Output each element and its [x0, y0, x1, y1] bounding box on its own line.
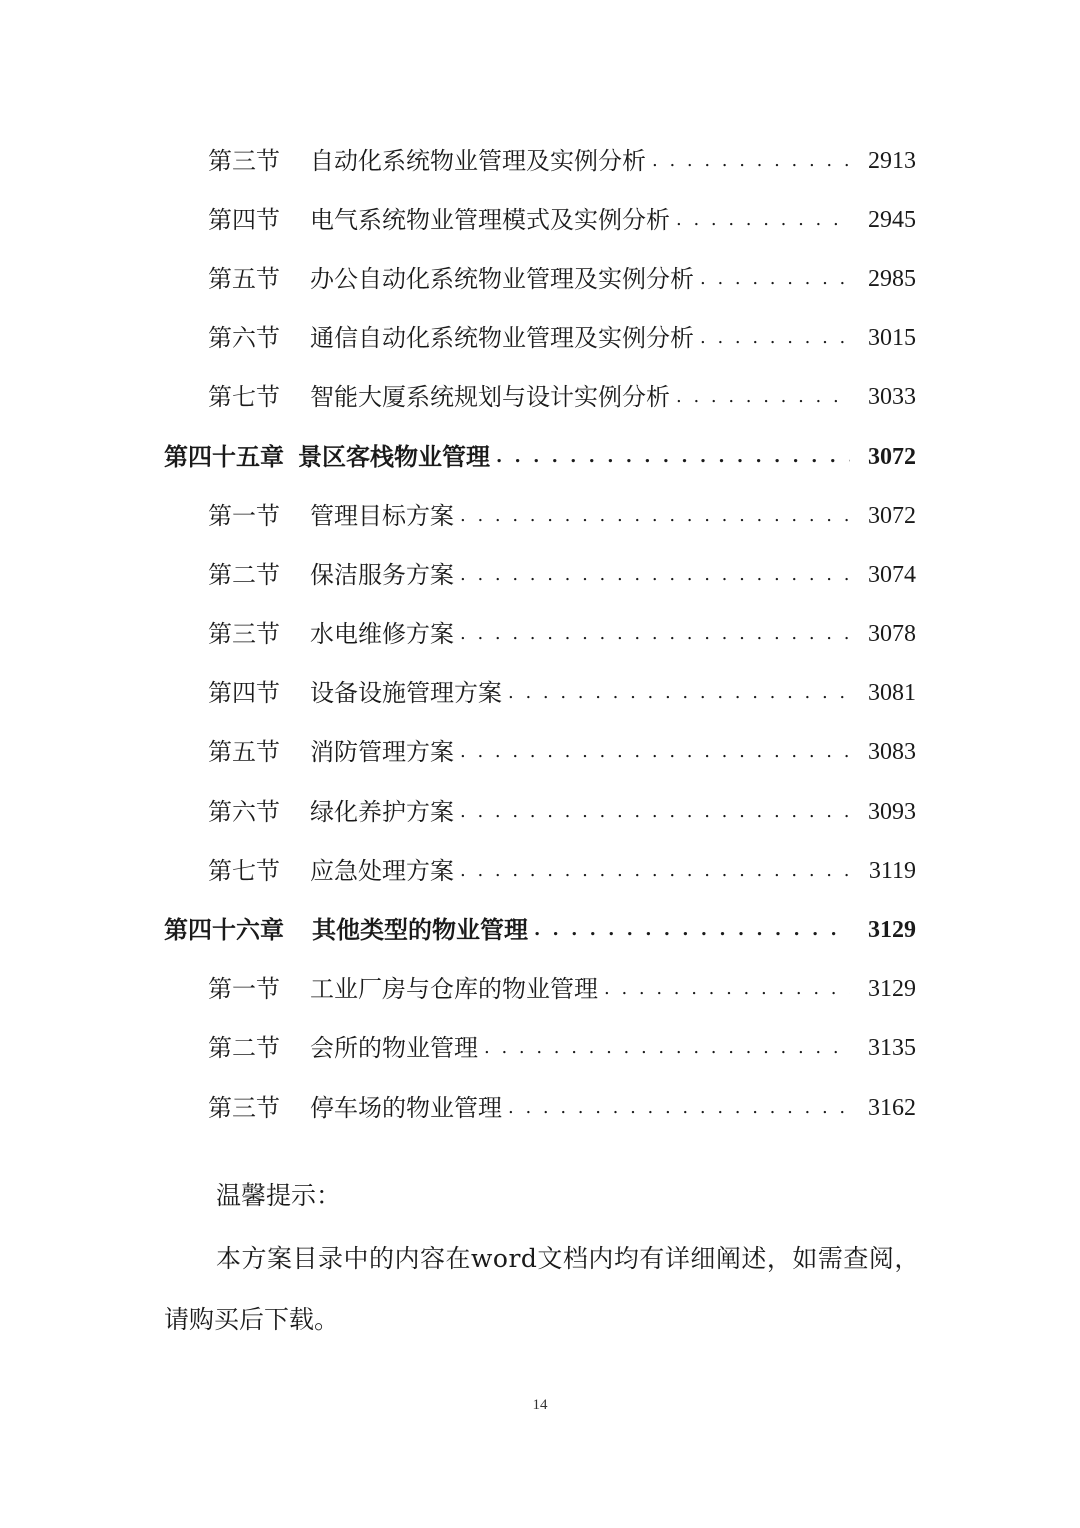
toc-entry-number: 第四节: [208, 679, 280, 708]
toc-section-entry: [0, 664, 1080, 723]
toc-entry-number: 第三节: [208, 146, 280, 175]
toc-section-entry: [0, 1078, 1080, 1137]
toc-entry-title: 应急处理方案: [310, 856, 454, 885]
toc-dot-leader: [534, 918, 850, 942]
toc-entry-title: 管理目标方案: [310, 501, 454, 530]
toc-dot-leader: [604, 977, 850, 1001]
toc-entry-number: 第一节: [208, 501, 280, 530]
toc-entry-page: 3081: [868, 680, 916, 707]
toc-section-entry: [0, 1019, 1080, 1078]
toc-section-entry: [0, 605, 1080, 664]
toc-entry-page: 3129: [868, 976, 916, 1003]
toc-dot-leader: [700, 326, 850, 350]
toc-entry-title: 会所的物业管理: [310, 1034, 478, 1063]
tip-text-line-2: 请购买后下载。: [164, 1305, 340, 1334]
toc-entry-page: 3162: [868, 1094, 916, 1121]
toc-section-entry: [0, 190, 1080, 249]
toc-dot-leader: [676, 208, 850, 232]
toc-dot-leader: [508, 681, 850, 705]
toc-entry-page: 2985: [868, 265, 916, 292]
toc-entry-page: 2913: [868, 147, 916, 174]
toc-entry-number: 第三节: [208, 620, 280, 649]
toc-entry-page: 3078: [868, 621, 916, 648]
toc-entry-number: 第六节: [208, 797, 280, 826]
toc-entry-number: 第四节: [208, 205, 280, 234]
toc-chapter-entry: [0, 427, 1080, 486]
toc-entry-title: 通信自动化系统物业管理及实例分析: [310, 324, 694, 353]
toc-entry-number: 第二节: [208, 560, 280, 589]
toc-dot-leader: [652, 149, 850, 173]
toc-section-entry: [0, 486, 1080, 545]
toc-entry-title: 其他类型的物业管理: [312, 915, 528, 945]
toc-entry-page: 3129: [868, 917, 916, 944]
toc-entry-title: 自动化系统物业管理及实例分析: [310, 146, 646, 175]
toc-section-entry: [0, 841, 1080, 900]
toc-entry-page: 3135: [868, 1035, 916, 1062]
table-of-contents: [0, 131, 1080, 1137]
toc-entry-title: 绿化养护方案: [310, 797, 454, 826]
toc-section-entry: [0, 545, 1080, 604]
toc-entry-page: 3083: [868, 739, 916, 766]
toc-section-entry: [0, 249, 1080, 308]
toc-dot-leader: [460, 622, 850, 646]
toc-entry-title: 办公自动化系统物业管理及实例分析: [310, 264, 694, 293]
toc-entry-title: 保洁服务方案: [310, 560, 454, 589]
toc-entry-page: 3033: [868, 384, 916, 411]
toc-entry-title: 设备设施管理方案: [310, 679, 502, 708]
toc-entry-title: 消防管理方案: [310, 738, 454, 767]
toc-chapter-entry: [0, 900, 1080, 959]
toc-dot-leader: [460, 859, 850, 883]
toc-entry-page: 3072: [868, 443, 916, 470]
toc-dot-leader: [460, 504, 850, 528]
page-number: 14: [532, 1397, 548, 1413]
toc-entry-title: 景区客栈物业管理: [298, 441, 490, 471]
toc-entry-page: 3015: [868, 325, 916, 352]
toc-entry-number: 第二节: [208, 1034, 280, 1063]
toc-entry-number: 第一节: [208, 975, 280, 1004]
toc-section-entry: [0, 131, 1080, 190]
toc-entry-page: 3072: [868, 502, 916, 529]
toc-entry-number: 第七节: [208, 856, 280, 885]
toc-entry-title: 水电维修方案: [310, 620, 454, 649]
toc-entry-page: 2945: [868, 206, 916, 233]
toc-entry-title: 电气系统物业管理模式及实例分析: [310, 205, 670, 234]
toc-section-entry: [0, 782, 1080, 841]
toc-dot-leader: [460, 563, 850, 587]
toc-dot-leader: [460, 740, 850, 764]
toc-entry-number: 第三节: [208, 1093, 280, 1122]
toc-entry-number: 第四十五章: [164, 441, 284, 471]
toc-section-entry: [0, 309, 1080, 368]
toc-entry-page: 3119: [868, 857, 916, 884]
toc-entry-title: 智能大厦系统规划与设计实例分析: [310, 383, 670, 412]
toc-dot-leader: [700, 267, 850, 291]
toc-dot-leader: [460, 800, 850, 824]
toc-section-entry: [0, 960, 1080, 1019]
toc-entry-title: 工业厂房与仓库的物业管理: [310, 975, 598, 1004]
toc-section-entry: [0, 723, 1080, 782]
toc-entry-page: 3074: [868, 561, 916, 588]
toc-entry-number: 第五节: [208, 264, 280, 293]
toc-entry-number: 第五节: [208, 738, 280, 767]
toc-entry-page: 3093: [868, 798, 916, 825]
toc-entry-number: 第六节: [208, 324, 280, 353]
tip-heading: 温馨提示：: [216, 1181, 342, 1210]
toc-dot-leader: [676, 385, 850, 409]
toc-entry-number: 第四十六章: [164, 915, 284, 945]
toc-dot-leader: [484, 1036, 850, 1060]
toc-dot-leader: [508, 1096, 850, 1120]
toc-entry-title: 停车场的物业管理: [310, 1093, 502, 1122]
tip-text-line-1: 本方案目录中的内容在word文档内均有详细阐述，如需查阅，: [216, 1244, 920, 1273]
toc-section-entry: [0, 368, 1080, 427]
toc-dot-leader: [496, 445, 850, 469]
toc-entry-number: 第七节: [208, 383, 280, 412]
